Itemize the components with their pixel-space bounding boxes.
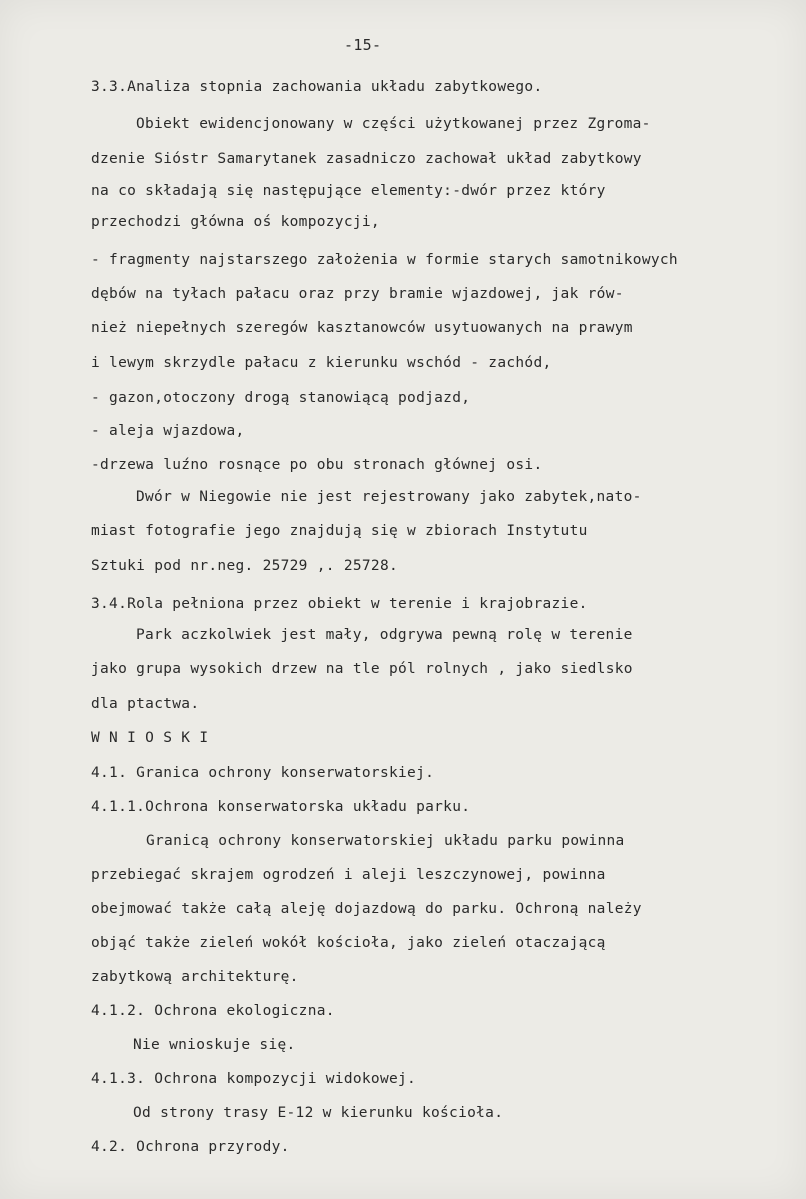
text-line: Nie wnioskuje się.	[133, 1037, 296, 1053]
text-line: -drzewa luźno rosnące po obu stronach głównej osi.	[91, 457, 543, 473]
text-line: na co składają się następujące elementy:-dwór przez który	[91, 183, 606, 199]
text-line: jako grupa wysokich drzew na tle pól rolnych , jako siedlsko	[91, 661, 633, 677]
section-heading-4-1: 4.1. Granica ochrony konserwatorskiej.	[91, 765, 435, 781]
conclusions-heading: W N I O S K I	[91, 730, 209, 746]
text-line: objąć także zieleń wokół kościoła, jako zieleń otaczającą	[91, 935, 606, 951]
text-line: dzenie Sióstr Samarytanek zasadniczo zachował układ zabytkowy	[91, 151, 642, 167]
text-line: Park aczkolwiek jest mały, odgrywa pewną rolę w terenie	[136, 627, 633, 643]
text-line: nież niepełnych szeregów kasztanowców usytuowanych na prawym	[91, 320, 633, 336]
text-line: dębów na tyłach pałacu oraz przy bramie wjazdowej, jak rów-	[91, 286, 624, 302]
text-line: przebiegać skrajem ogrodzeń i aleji leszczynowej, powinna	[91, 867, 606, 883]
section-heading-3-3: 3.3.Analiza stopnia zachowania układu zabytkowego.	[91, 79, 543, 95]
text-line: - aleja wjazdowa,	[91, 423, 245, 439]
text-line: przechodzi główna oś kompozycji,	[91, 214, 380, 230]
page-number: -15-	[344, 36, 382, 54]
text-line: Sztuki pod nr.neg. 25729 ,. 25728.	[91, 558, 399, 574]
text-line: miast fotografie jego znajdują się w zbiorach Instytutu	[91, 523, 588, 539]
section-heading-4-1-2: 4.1.2. Ochrona ekologiczna.	[91, 1003, 335, 1019]
text-line: - fragmenty najstarszego założenia w formie starych samotnikowych	[91, 252, 678, 268]
text-line: Od strony trasy E-12 w kierunku kościoła.	[133, 1105, 504, 1121]
text-line: obejmować także całą aleję dojazdową do parku. Ochroną należy	[91, 901, 642, 917]
section-heading-4-2: 4.2. Ochrona przyrody.	[91, 1139, 290, 1155]
text-line: Dwór w Niegowie nie jest rejestrowany jako zabytek,nato-	[136, 489, 642, 505]
section-heading-4-1-1: 4.1.1.Ochrona konserwatorska układu parku.	[91, 799, 471, 815]
text-line: dla ptactwa.	[91, 696, 200, 712]
text-line: i lewym skrzydle pałacu z kierunku wschód - zachód,	[91, 355, 552, 371]
section-heading-3-4: 3.4.Rola pełniona przez obiekt w terenie i krajobrazie.	[91, 596, 588, 612]
text-line: zabytkową architekturę.	[91, 969, 299, 985]
text-line: Granicą ochrony konserwatorskiej układu parku powinna	[146, 833, 625, 849]
text-line: - gazon,otoczony drogą stanowiącą podjazd,	[91, 390, 471, 406]
section-heading-4-1-3: 4.1.3. Ochrona kompozycji widokowej.	[91, 1071, 417, 1087]
text-line: Obiekt ewidencjonowany w części użytkowanej przez Zgroma-	[136, 116, 651, 132]
